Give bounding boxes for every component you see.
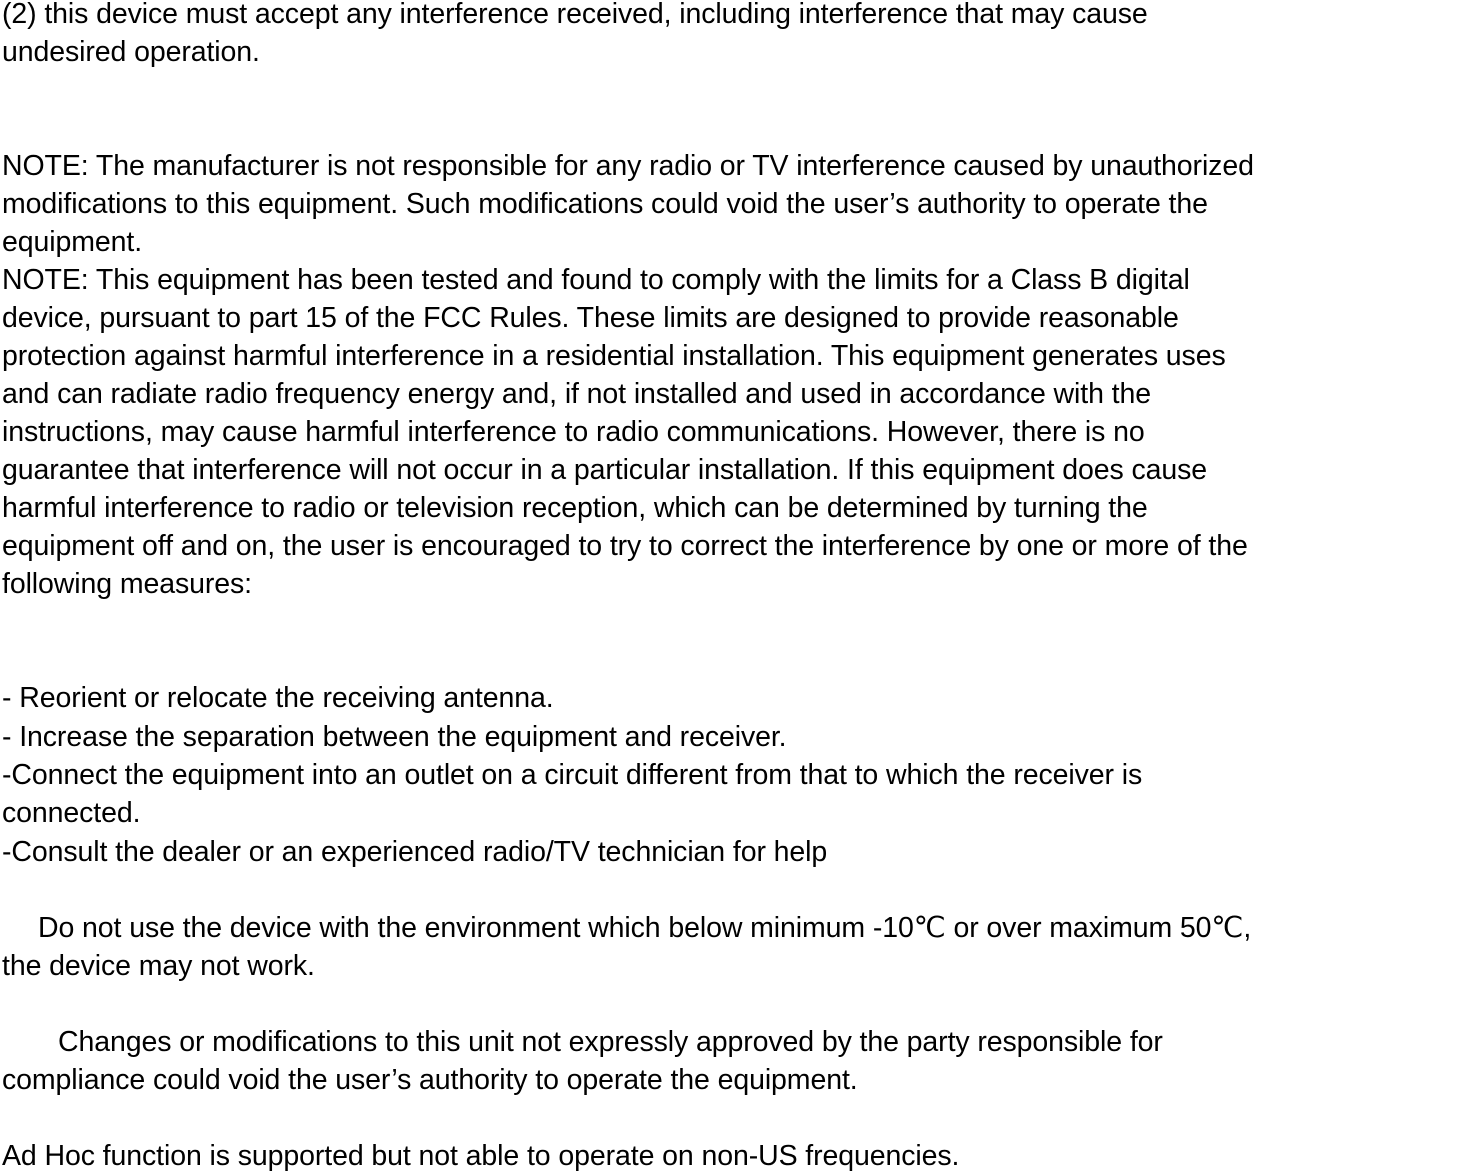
list-item: -Consult the dealer or an experienced radio/TV technician for help [2, 836, 828, 868]
text-line: device, pursuant to part 15 of the FCC Rules. These limits are designed to provide reasonable [2, 302, 1179, 334]
text-line: equipment off and on, the user is encouraged to try to correct the interference by one or more of the [2, 530, 1248, 562]
text-line: harmful interference to radio or television reception, which can be determined by turning the [2, 492, 1148, 524]
text-line: equipment. [2, 226, 143, 258]
text-line: NOTE: This equipment has been tested and found to comply with the limits for a Class B digital [2, 264, 1190, 296]
text-line: guarantee that interference will not occur in a particular installation. If this equipment does cause [2, 454, 1208, 486]
text-line: Ad Hoc function is supported but not able to operate on non-US frequencies. [2, 1140, 960, 1172]
text-line: NOTE: The manufacturer is not responsible for any radio or TV interference caused by unauthorized [2, 150, 1254, 182]
text-line: the device may not work. [2, 950, 315, 982]
text-line: compliance could void the user’s authority to operate the equipment. [2, 1064, 858, 1096]
text-line: Changes or modifications to this unit not expressly approved by the party responsible for [58, 1026, 1163, 1058]
list-item: - Reorient or relocate the receiving antenna. [2, 682, 554, 714]
list-item: - Increase the separation between the equipment and receiver. [2, 721, 787, 753]
text-line: Do not use the device with the environment which below minimum -10℃ or over maximum 50℃, [38, 912, 1252, 944]
text-line: modifications to this equipment. Such modifications could void the user’s authority to operate the [2, 188, 1208, 220]
text-line: following measures: [2, 568, 252, 600]
text-line: instructions, may cause harmful interference to radio communications. However, there is no [2, 416, 1145, 448]
list-item: -Connect the equipment into an outlet on a circuit different from that to which the receiver is [2, 759, 1143, 791]
text-line: (2) this device must accept any interference received, including interference that may cause [2, 0, 1148, 30]
list-item: connected. [2, 797, 141, 829]
text-line: protection against harmful interference in a residential installation. This equipment generates uses [2, 340, 1226, 372]
text-line: undesired operation. [2, 36, 260, 68]
text-line: and can radiate radio frequency energy and, if not installed and used in accordance with the [2, 378, 1151, 410]
